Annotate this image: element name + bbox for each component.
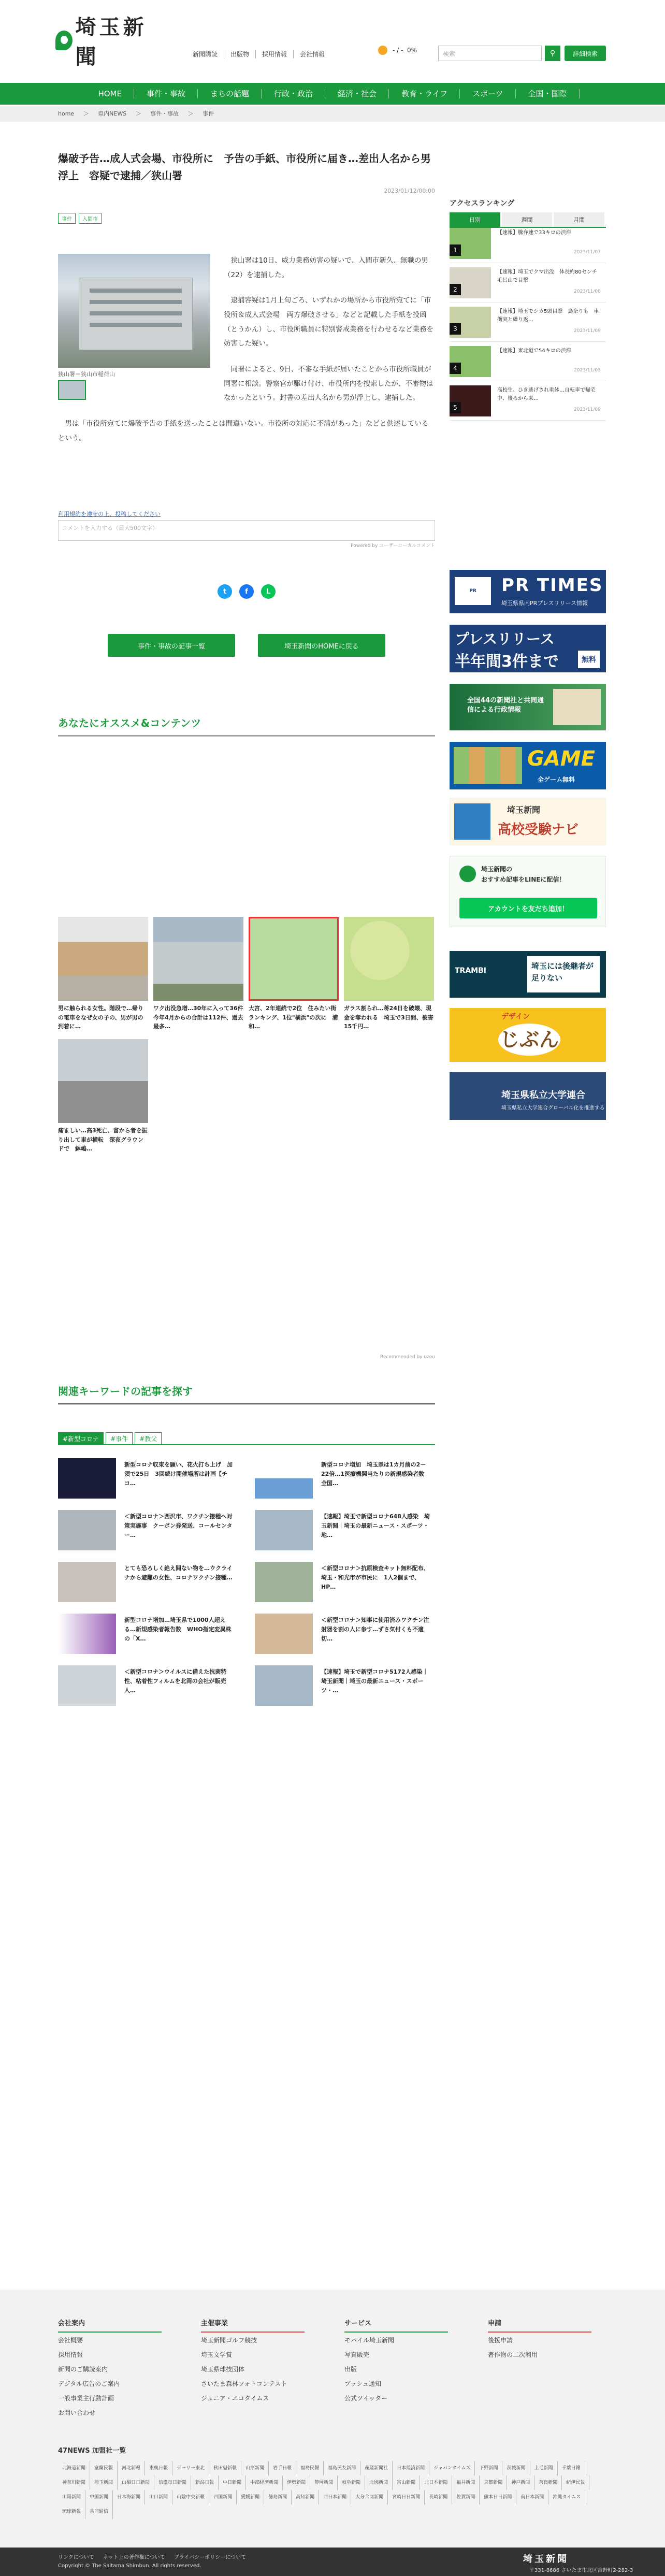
keyword-article[interactable] <box>58 1562 238 1602</box>
trambi-brand: TRAMBI <box>455 967 486 975</box>
ranking-title: 【速報】埼玉でクマ出没 体長約80センチ 毛呂山で目撃 <box>497 269 602 283</box>
article-paragraph: 同署によると、9日、不審な手紙が届いたことから市役所職員が同署に相談。警察官が駆け付け、市役所内を捜索したが、不審物はなかったという。封書の差出人名から男が浮上し、逮捕した。 <box>224 365 433 402</box>
nav-item-national[interactable]: 全国・国際 <box>516 83 580 105</box>
n47-link[interactable]: 長崎新聞 <box>425 2490 452 2505</box>
n47-link[interactable]: 福島民報 <box>296 2461 324 2476</box>
article-thumb <box>255 1458 313 1499</box>
line-banner <box>450 856 606 927</box>
ranking-title: 【速報】東北道で54キロの渋滞 <box>497 348 571 354</box>
article-thumb <box>255 1562 313 1602</box>
breadcrumb-sep: ＞ <box>187 110 194 117</box>
tab-incident[interactable]: #事件 <box>106 1432 133 1445</box>
recommended-by: Recommended by uzou <box>380 1355 435 1360</box>
footer-link[interactable]: 会社概要 <box>58 2337 83 2344</box>
n47-link[interactable]: 山形新聞 <box>241 2461 269 2476</box>
game-thumbs-icon <box>454 747 522 784</box>
article-link-title: ＜新型コロナ＞知事に使用済みワクチン注射器を割の人に参す…ずさ気付くも不適切… <box>321 1617 429 1643</box>
ranking-heading: アクセスランキング <box>450 199 515 208</box>
article-paragraph: 男は「市役所宛てに爆破予告の手紙を送ったことは間違いない。市役所の対応に不満があった」などと供述しているという。 <box>58 420 429 442</box>
prtimes-title: PR TIMES <box>501 575 603 596</box>
nav-item-life[interactable]: 教育・ライフ <box>389 83 460 105</box>
footer-link[interactable]: 後援申請 <box>488 2337 513 2344</box>
footer-link[interactable]: モバイル埼玉新聞 <box>344 2337 395 2344</box>
n47-link[interactable]: 愛媛新聞 <box>237 2490 264 2505</box>
footer-link[interactable]: さいたま森林フォトコンテスト <box>201 2380 287 2387</box>
logo-text: 埼玉新聞 <box>75 15 147 69</box>
n47-link[interactable]: 日本海新聞 <box>113 2490 145 2505</box>
nav-item-economy[interactable]: 経済・社会 <box>325 83 389 105</box>
n47-link[interactable]: 共同通信 <box>85 2505 113 2519</box>
recommend-item[interactable] <box>58 1039 148 1154</box>
n47-link[interactable]: 紀伊民報 <box>562 2476 589 2490</box>
n47-link[interactable]: 山梨日日新聞 <box>118 2476 154 2490</box>
breadcrumb-home[interactable]: home <box>58 110 75 117</box>
footer-bar-link[interactable]: ネット上の著作権について <box>103 2555 165 2560</box>
recommend-item[interactable] <box>249 917 339 1031</box>
ranking-number: 4 <box>450 363 461 374</box>
n47-link[interactable]: 神戸新聞 <box>507 2476 534 2490</box>
footer-link[interactable]: 著作物の二次利用 <box>488 2351 538 2358</box>
n47-link[interactable]: 琉球新報 <box>58 2505 85 2519</box>
search-button[interactable] <box>545 46 560 61</box>
n47-link[interactable]: 福島民友新聞 <box>324 2461 360 2476</box>
article-link-title: ＜新型コロナ＞ウイルスに備えた抗菌特性、粘着性フィルムを北岡の会社が販売 人… <box>124 1668 232 1694</box>
article-link-title: 【速報】埼玉で新型コロナ648人感染 埼玉新聞｜埼玉の最新ニュース・スポーツ・地… <box>321 1513 430 1539</box>
footer-link[interactable]: 埼玉県球技団体 <box>201 2366 245 2373</box>
n47-link[interactable]: 山口新聞 <box>145 2490 172 2505</box>
breadcrumb-sep: ＞ <box>135 110 141 117</box>
n47-link[interactable]: 西日本新聞 <box>319 2490 351 2505</box>
article-thumb <box>255 1614 313 1654</box>
keyword-article[interactable] <box>255 1458 435 1499</box>
recommend-image <box>58 1039 148 1123</box>
twitter-icon[interactable]: t <box>218 584 232 599</box>
n47-link[interactable]: 日本経済新聞 <box>393 2461 429 2476</box>
article-thumb <box>255 1510 313 1550</box>
press-title: プレスリリース <box>455 630 555 647</box>
ranking-item[interactable] <box>450 264 606 303</box>
article-photo[interactable] <box>58 254 210 368</box>
breadcrumb-local[interactable]: 県内NEWS <box>98 110 127 117</box>
recommend-image <box>153 917 243 1001</box>
n47-link[interactable]: 中日新聞 <box>219 2476 246 2490</box>
incident-list-button[interactable]: 事件・事故の記事一覧 <box>108 634 235 657</box>
n47-link[interactable]: 神奈川新聞 <box>58 2476 90 2490</box>
header-links <box>186 50 331 59</box>
n47-link[interactable]: 山陽新聞 <box>58 2490 85 2505</box>
n47-link[interactable]: 富山新聞 <box>393 2476 420 2490</box>
footer-bar-link[interactable]: リンクについて <box>58 2555 94 2560</box>
article-thumb <box>58 1562 116 1602</box>
press-release-banner[interactable] <box>450 625 606 672</box>
footer-bar-links <box>58 2553 253 2560</box>
comment-input[interactable]: コメントを入力する（最大500文字） <box>58 520 435 541</box>
recommend-heading: あなたにオススメ&コンテンツ <box>58 715 435 736</box>
n47-link[interactable]: 室蘭民報 <box>90 2461 118 2476</box>
search-input[interactable]: 検索 <box>438 46 542 61</box>
keyword-article[interactable] <box>58 1510 238 1550</box>
recommend-item[interactable] <box>58 917 148 1031</box>
game-title: GAME <box>527 747 595 771</box>
logo-mark-icon <box>55 31 73 50</box>
site-header <box>0 0 665 82</box>
article-thumb <box>58 1665 116 1706</box>
footer-col-services <box>344 2318 464 2405</box>
footer-bar-link[interactable]: プライバシーポリシーについて <box>174 2555 247 2560</box>
n47-link[interactable]: 伊勢新聞 <box>283 2476 310 2490</box>
ranking-item[interactable] <box>450 382 606 421</box>
n47-link[interactable]: 北海道新聞 <box>58 2461 90 2476</box>
footer-col-heading: 主催事業 <box>201 2318 305 2333</box>
saitama-logo-icon <box>459 866 476 882</box>
footer-address: 〒331-8686 さいたま市北区吉野町2-282-3 <box>529 2568 633 2573</box>
article-date: 2023/01/12/00:00 <box>384 188 435 194</box>
n47-links <box>58 2461 607 2519</box>
recommend-title: 大宮、2年連続で2位 住みたい街ランキング、1位"横浜"の次に 浦和… <box>249 1005 338 1030</box>
photo-caption: 狭山署＝狭山市稲荷山 <box>58 371 115 378</box>
ranking-number: 2 <box>450 284 461 295</box>
article-link-title: とても恐ろしく絶え間ない物を…ウクライナから避難の女性、コロナワクチン接種… <box>124 1565 233 1581</box>
ranking-date: 2023/11/09 <box>574 328 601 334</box>
n47-link[interactable]: 静岡新聞 <box>310 2476 338 2490</box>
footer-link[interactable]: 写真販売 <box>344 2351 370 2358</box>
ranking-item[interactable] <box>450 304 606 342</box>
press-badge: 無料 <box>578 651 600 668</box>
breadcrumb <box>0 106 665 122</box>
divider <box>58 1444 435 1445</box>
footer-col-apply <box>488 2318 607 2362</box>
article <box>58 150 435 1694</box>
ranking-title: 【速報】騰弁速で33キロの渋滞 <box>497 230 571 236</box>
footer-link[interactable]: 採用情報 <box>58 2351 83 2358</box>
n47-link[interactable]: 埼玉新聞 <box>90 2476 118 2490</box>
recommend-title: ガラス割られ…蒋24日を破壊、現金を奪われる 埼玉で3日間、被害15千円… <box>344 1005 433 1030</box>
comment-area <box>58 510 435 549</box>
shinbun-title: 全国44の新聞社と共同通信による行政情報 <box>467 697 544 714</box>
n47-link[interactable]: 宮崎日日新聞 <box>388 2490 425 2505</box>
n47-link[interactable]: 熊本日日新聞 <box>480 2490 516 2505</box>
tag-link[interactable]: 入間市 <box>79 213 102 224</box>
ranking-date: 2023/11/07 <box>574 250 601 255</box>
footer-link[interactable]: 埼玉文学賞 <box>201 2351 233 2358</box>
prtimes-sub: 埼玉県県内PRプレスリリース情報 <box>501 600 588 607</box>
n47-link[interactable]: 産経新聞社 <box>360 2461 393 2476</box>
header-link[interactable]: 会社情報 <box>300 51 325 58</box>
keyword-article[interactable] <box>255 1510 435 1550</box>
tab-weekly[interactable]: 週間 <box>502 212 553 227</box>
article-thumb <box>58 1614 116 1654</box>
tab-daily[interactable]: 日別 <box>450 212 500 227</box>
ranking-date: 2023/11/08 <box>574 289 601 294</box>
home-button[interactable]: 埼玉新聞のHOMEに戻る <box>258 634 385 657</box>
ranking-title: 【速報】埼玉でシカ5頭目撃 鳥奈りも 車衝突と繰り返… <box>497 309 599 323</box>
footer-col-company <box>58 2318 177 2420</box>
ranking-date: 2023/11/03 <box>574 368 601 373</box>
trambi-banner[interactable] <box>450 951 606 998</box>
recommend-section <box>58 715 435 736</box>
recommend-image <box>344 917 434 1001</box>
n47-link[interactable]: 大分合同新聞 <box>351 2490 388 2505</box>
article-link-title: 【速報】埼玉で新型コロナ5172人感染｜埼玉新聞｜埼玉の最新ニュース・スポーツ・… <box>321 1668 428 1694</box>
n47-link[interactable]: デーリー東北 <box>172 2461 209 2476</box>
keyword-article[interactable] <box>58 1665 238 1706</box>
weather-widget <box>378 46 417 55</box>
tab-other[interactable]: #教父 <box>135 1432 162 1445</box>
recommend-item[interactable] <box>344 917 434 1031</box>
recommend-title: ワク出没急増…30年に入って36件 今年4月からの合計は112件、過去最多… <box>153 1005 249 1030</box>
sun-icon <box>378 46 387 55</box>
weather-temp: - / - <box>393 47 403 54</box>
article-thumb <box>255 1665 313 1706</box>
keyword-article[interactable] <box>255 1665 435 1706</box>
footer-link[interactable]: 公式ツイッター <box>344 2395 388 2402</box>
article-paragraph: 狭山署は10日、威力業務妨害の疑いで、入間市新久、無職の男（22）を逮捕した。 <box>224 256 428 279</box>
daigaku-sub: 埼玉県私立大学連合グローバル化を推進する <box>501 1105 605 1111</box>
footer <box>0 2290 665 2576</box>
koukou-banner[interactable] <box>450 798 606 845</box>
share-buttons <box>58 584 435 599</box>
line-icon[interactable]: L <box>261 584 276 599</box>
footer-col-heading: サービス <box>344 2318 448 2333</box>
ranking-number: 5 <box>450 402 461 413</box>
footer-bar <box>0 2548 665 2576</box>
jibun-sub: デザイン <box>501 1013 530 1021</box>
n47-link[interactable]: 山陰中央新報 <box>172 2490 209 2505</box>
recommend-item[interactable] <box>153 917 249 1031</box>
press-sub: 半年間3件まで <box>455 653 559 671</box>
header-link[interactable]: 出版物 <box>224 50 256 59</box>
search-icon: ⚲ <box>550 49 556 57</box>
keyword-section <box>58 1383 435 1404</box>
header-link[interactable]: 採用情報 <box>256 50 294 59</box>
sidebar <box>450 198 606 412</box>
breadcrumb-sep: ＞ <box>83 110 89 117</box>
keyword-article[interactable] <box>58 1614 238 1654</box>
n47-link[interactable]: 中国新聞 <box>85 2490 113 2505</box>
n47-link[interactable]: 岐阜新聞 <box>338 2476 365 2490</box>
global-nav <box>0 83 665 105</box>
article-thumb <box>58 1510 116 1550</box>
jibun-title: じぶん <box>498 1024 560 1056</box>
n47-link[interactable]: 岩手日報 <box>269 2461 296 2476</box>
n47-link[interactable]: 千葉日報 <box>558 2461 585 2476</box>
n47-link[interactable]: 東奥日報 <box>145 2461 172 2476</box>
footer-link[interactable]: 出版 <box>344 2366 357 2373</box>
header-link[interactable]: 新聞購読 <box>186 50 224 59</box>
article-link-title: ＜新型コロナ＞西沢市、ワクチン接種へ対策実施事 クーポン券発送、コールセンター… <box>124 1513 233 1539</box>
footer-col-heading: 会社案内 <box>58 2318 162 2333</box>
n47-heading: 47NEWS 加盟社一覧 <box>58 2447 126 2455</box>
comment-powered: Powered by ユーザーローカルコメント <box>351 543 435 549</box>
recommend-title: 痛ましい…高3死亡、富から者を振り出して車が横転 深夜グラウンドで 鉢嶋… <box>58 1127 148 1153</box>
ranking-item[interactable] <box>450 343 606 381</box>
footer-link[interactable]: プッシュ通知 <box>344 2380 381 2387</box>
keyword-heading: 関連キーワードの記事を探す <box>58 1383 435 1404</box>
tab-monthly[interactable]: 月間 <box>554 212 604 227</box>
article-buttons <box>58 634 435 657</box>
n47-link[interactable]: 福井新聞 <box>452 2476 480 2490</box>
article-link-title: 新型コロナ収束を願い、花火打ち上げ 加須で25日 3回続け開催場所は計画【チコ… <box>124 1461 233 1487</box>
nav-item-politics[interactable]: 行政・政治 <box>262 83 325 105</box>
n47-link[interactable]: 信濃毎日新聞 <box>154 2476 191 2490</box>
photo-thumbnail[interactable] <box>58 380 86 400</box>
nav-item-incident[interactable]: 事件・事故 <box>134 83 198 105</box>
n47-link[interactable]: 京都新聞 <box>480 2476 507 2490</box>
recommend-image <box>58 917 148 1001</box>
facebook-icon[interactable]: f <box>239 584 254 599</box>
nav-item-sports[interactable]: スポーツ <box>460 83 515 105</box>
n47-link[interactable]: 南日本新聞 <box>516 2490 548 2505</box>
n47-link[interactable]: 新潟日報 <box>191 2476 219 2490</box>
prtimes-banner[interactable] <box>450 570 606 613</box>
keyword-tabs <box>58 1432 164 1445</box>
shinbun-banner[interactable] <box>450 684 606 730</box>
trambi-title: 埼玉には後継者が足りない <box>527 956 600 992</box>
koukou-book-icon <box>454 803 490 840</box>
footer-link[interactable]: ジュニア・エコタイムス <box>201 2395 269 2402</box>
daigaku-title: 埼玉県私立大学連合 <box>501 1090 585 1101</box>
site-logo[interactable] <box>55 15 167 69</box>
n47-link[interactable]: 北國新聞 <box>365 2476 393 2490</box>
breadcrumb-case[interactable]: 事件 <box>203 110 214 117</box>
article-title: 爆破予告…成人式会場、市役所に 予告の手紙、市役所に届き…差出人名から男浮上 容疑で逮捕／狭山署 <box>58 152 431 182</box>
n47-link[interactable]: 茨城新聞 <box>502 2461 530 2476</box>
n47-link[interactable]: 秋田魁新報 <box>209 2461 241 2476</box>
tag-link[interactable]: 事件 <box>58 213 76 224</box>
ranking-date: 2023/11/09 <box>574 407 601 412</box>
koukou-title: 高校受験ナビ <box>498 822 579 838</box>
jibun-banner[interactable] <box>450 1008 606 1062</box>
game-sub: 全ゲーム無料 <box>538 776 575 783</box>
n47-link[interactable]: 佐賀新聞 <box>452 2490 480 2505</box>
daigaku-banner[interactable] <box>450 1072 606 1120</box>
koukou-brand: 埼玉新聞 <box>507 805 541 815</box>
article-thumb <box>58 1458 116 1499</box>
line-add-button[interactable]: アカウントを友だち追加！ <box>459 898 597 918</box>
footer-link[interactable]: 一般事業主行動計画 <box>58 2395 114 2402</box>
line-sub: おすすめ記事をLINEに配信！ <box>481 876 566 883</box>
n47-link[interactable]: 四国新聞 <box>209 2490 237 2505</box>
n47-link[interactable]: 高知新聞 <box>292 2490 319 2505</box>
footer-logo[interactable]: 埼玉新聞 <box>523 2554 569 2565</box>
article-link-title: 新型コロナ増加…埼玉県で1000人超える…新規感染者報告数 WHO指定変異株の「X… <box>124 1617 232 1643</box>
footer-col-heading: 申請 <box>488 2318 591 2333</box>
n47-link[interactable]: 徳島新聞 <box>264 2490 292 2505</box>
n47-link[interactable]: 河北新報 <box>118 2461 145 2476</box>
article-tags <box>58 213 435 224</box>
ranking-item[interactable] <box>450 225 606 263</box>
detail-search-button[interactable]: 詳細検索 <box>565 46 606 61</box>
footer-link[interactable]: デジタル広告のご案内 <box>58 2380 120 2387</box>
prtimes-logo-icon: PR <box>455 577 491 605</box>
nav-item-town[interactable]: まちの話題 <box>198 83 262 105</box>
keyword-article[interactable] <box>255 1562 435 1602</box>
n47-link[interactable]: 上毛新聞 <box>530 2461 558 2476</box>
n47-link[interactable]: 北日本新聞 <box>420 2476 452 2490</box>
n47-link[interactable]: ジャパンタイムズ <box>429 2461 475 2476</box>
keyword-article[interactable] <box>58 1458 238 1499</box>
recommend-image <box>249 917 339 1001</box>
n47-link[interactable]: 中部経済新聞 <box>246 2476 283 2490</box>
article-link-title: 新型コロナ増加 埼玉県は1カ月前の2－22倍…1医療機関当たりの新規感染者数 全国… <box>321 1461 430 1487</box>
copyright: Copyright © The Saitama Shimbun. All rights reserved. <box>58 2563 201 2569</box>
n47-link[interactable]: 奈良新聞 <box>534 2476 562 2490</box>
n47-list <box>58 2445 607 2519</box>
nav-item-home[interactable]: HOME <box>85 83 134 105</box>
article-link-title: ＜新型コロナ＞抗原検査キット無料配布、埼玉・和光市が市民に 1人2個まで、HP… <box>321 1565 429 1591</box>
line-title: 埼玉新聞の <box>481 866 513 873</box>
n47-link[interactable]: 下野新聞 <box>475 2461 502 2476</box>
n47-link[interactable]: 沖縄タイムス <box>548 2490 585 2505</box>
ranking-number: 3 <box>450 323 461 335</box>
recommend-title: 男に触られる女性。階段で…帰りの電車をなぜ女の子の、男が男の到着に… <box>58 1005 143 1030</box>
weather-precip: 0% <box>407 47 417 54</box>
keyword-article[interactable] <box>255 1614 435 1654</box>
breadcrumb-incident[interactable]: 事件・事故 <box>150 110 179 117</box>
comment-terms-link[interactable]: 利用規約を遵守の上、投稿してください <box>58 511 161 517</box>
game-banner[interactable] <box>450 742 606 789</box>
footer-col-events <box>201 2318 320 2405</box>
footer-link[interactable]: お問い合わせ <box>58 2409 96 2416</box>
ranking-title: 高校生、ひき逃げされ重体…自転車で帰宅中、後ろから来… <box>497 387 596 401</box>
article-paragraph: 逮捕容疑は1月上旬ごろ、いずれかの場所から市役所宛てに「市役所＆成人式会場 両方爆破させる」などと記載した手紙を投函（とうかん）し、市役所職員に特別警戒業務を行わせるなど業務を妨害した疑い。 <box>224 296 433 348</box>
footer-link[interactable]: 埼玉新聞ゴルフ競技 <box>201 2337 257 2344</box>
map-icon <box>553 689 601 725</box>
footer-link[interactable]: 新聞のご購読案内 <box>58 2366 108 2373</box>
tab-covid[interactable]: #新型コロナ <box>58 1432 104 1445</box>
ranking-number: 1 <box>450 244 461 256</box>
